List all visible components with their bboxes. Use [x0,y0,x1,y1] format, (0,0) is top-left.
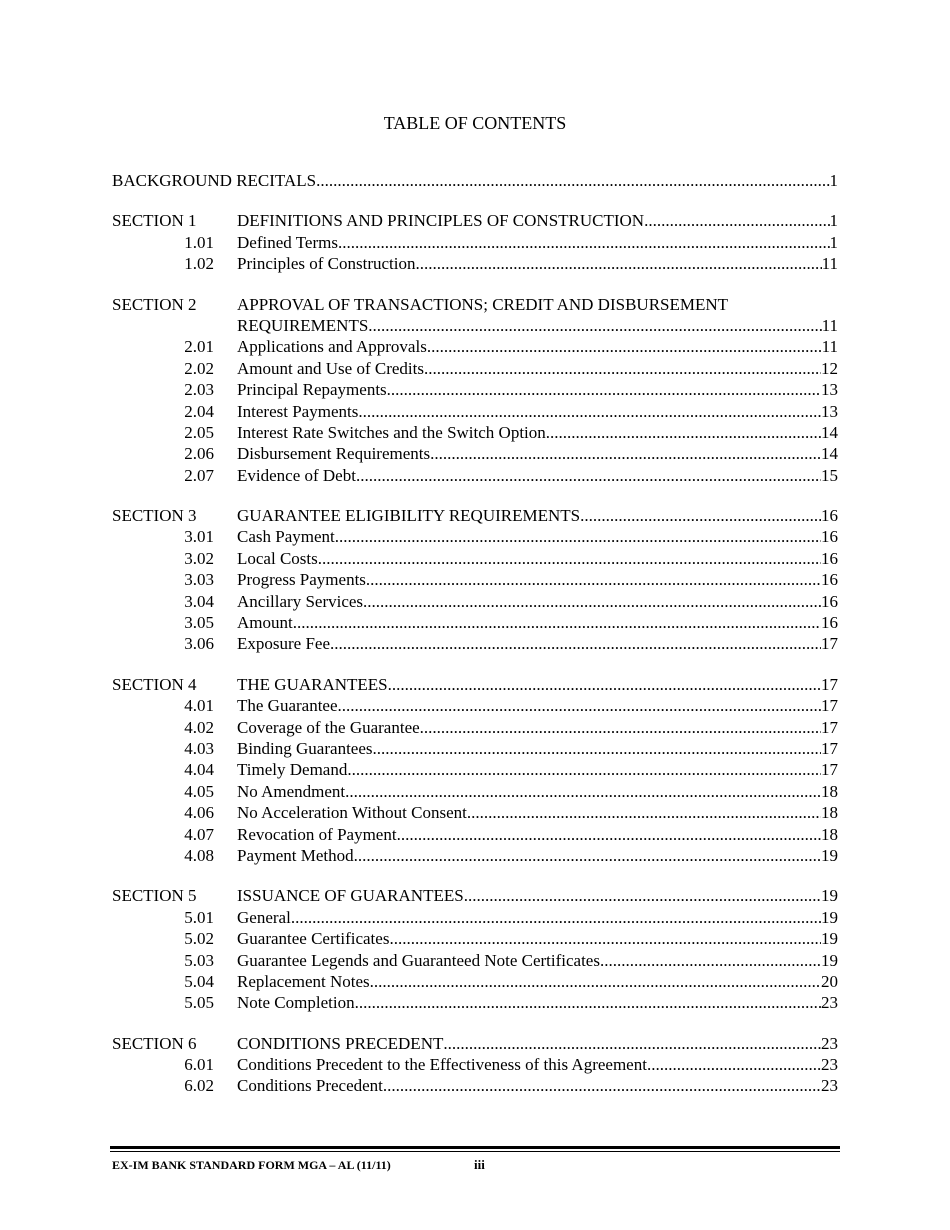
toc-entry-label: The Guarantee [237,696,338,716]
dot-leader [467,802,821,823]
entry-text-wrap [237,548,838,569]
entry-number-cell [112,612,237,633]
entry-number-cell [112,928,237,949]
dot-leader [370,971,821,992]
toc-section-3[interactable] [112,505,838,526]
dot-leader [443,1033,821,1054]
section-title-wrap [237,1033,838,1054]
toc-entry-label: Defined Terms [237,232,338,252]
dot-leader [335,526,821,547]
dot-leader [338,232,830,253]
section-heading: SECTION 6 [112,1033,197,1053]
footer-form-label: EX-IM BANK STANDARD FORM MGA – AL (11/11) [112,1158,391,1172]
table-of-contents [112,170,838,1097]
entry-number: 2.02 [184,358,214,378]
entry-text-wrap [237,591,838,612]
toc-entry-label: Coverage of the Guarantee [237,717,420,737]
dot-leader [420,717,821,738]
entry-number: 2.05 [184,422,214,442]
toc-page-number: 1 [829,211,838,231]
dot-leader [330,633,821,654]
entry-number: 4.05 [184,781,214,801]
entry-text-wrap [237,992,838,1013]
toc-page-number: 16 [821,548,838,568]
toc-page-number: 17 [821,634,838,654]
entry-text-wrap [237,824,838,845]
toc-entry-label: Conditions Precedent [237,1076,383,1096]
toc-entry[interactable] [112,253,838,274]
toc-entry[interactable] [112,526,838,547]
toc-entry-label: Replacement Notes [237,971,370,991]
entry-text-wrap [237,612,838,633]
toc-entry[interactable] [112,907,838,928]
entry-number: 2.04 [184,401,214,421]
toc-entry-label: Conditions Precedent to the Effectiveness of this Agreement [237,1055,647,1075]
section-heading: SECTION 2 [112,294,197,314]
section-title-wrap [237,315,838,336]
toc-page-number: 16 [821,591,838,611]
section-title-wrap [237,294,838,315]
entry-number: 4.04 [184,760,214,780]
dot-leader [427,336,822,357]
toc-entry-label: Revocation of Payment [237,824,397,844]
toc-entry-label: General [237,907,291,927]
toc-section-1[interactable] [112,210,838,231]
toc-entry-label: Amount and Use of Credits [237,358,424,378]
toc-entry[interactable] [112,633,838,654]
toc-page-number: 11 [821,254,838,274]
entry-text-wrap [237,232,838,253]
dot-leader [356,465,821,486]
dot-leader [464,885,821,906]
dot-leader [368,315,821,336]
entry-text-wrap [237,845,838,866]
toc-page-number: 17 [821,760,838,780]
toc-entry[interactable] [112,548,838,569]
toc-entry[interactable] [112,465,838,486]
toc-entry-label: Principles of Construction [237,254,416,274]
toc-page-number: 1 [829,232,838,252]
toc-page-number: 20 [821,971,838,991]
toc-entry[interactable] [112,845,838,866]
dot-leader [316,170,829,191]
toc-entry-label: Interest Payments [237,401,359,421]
toc-entry[interactable] [112,336,838,357]
toc-page-number: 12 [821,358,838,378]
entry-number: 5.01 [184,907,214,927]
toc-entry-label: Progress Payments [237,570,366,590]
toc-page-number: 19 [821,929,838,949]
entry-text-wrap [237,781,838,802]
entry-text-wrap [237,759,838,780]
toc-page-number: 17 [821,717,838,737]
entry-number-cell [112,232,237,253]
toc-page-number: 11 [821,315,838,335]
toc-section-5[interactable] [112,885,838,906]
dot-leader [345,781,821,802]
entry-number: 3.02 [184,548,214,568]
section-title: GUARANTEE ELIGIBILITY REQUIREMENTS [237,506,581,526]
toc-entry-label: Cash Payment [237,527,335,547]
entry-number-cell [112,336,237,357]
entry-text-wrap [237,465,838,486]
entry-number: 5.02 [184,929,214,949]
entry-number: 5.03 [184,950,214,970]
entry-text-wrap [237,401,838,422]
section-title: REQUIREMENTS [237,315,369,335]
entry-text-wrap [237,928,838,949]
entry-number-cell [112,358,237,379]
toc-entry-label: Applications and Approvals [237,337,427,357]
entry-number: 1.01 [184,232,214,252]
toc-entry[interactable] [112,612,838,633]
section-title: THE GUARANTEES [237,674,388,694]
entry-number: 4.02 [184,717,214,737]
toc-page-number: 17 [821,738,838,758]
entry-number-cell [112,907,237,928]
dot-leader [546,422,821,443]
toc-page-number: 14 [821,422,838,442]
entry-text-wrap [237,633,838,654]
toc-entry-label: Payment Method [237,845,354,865]
toc-section-4[interactable] [112,674,838,695]
section-title-wrap [237,210,838,231]
section-heading: SECTION 5 [112,886,197,906]
footer-rule [110,1146,840,1152]
section-title-wrap [237,674,838,695]
dot-leader [366,569,821,590]
section-title-wrap [237,505,838,526]
dot-leader [373,738,822,759]
dot-leader [347,759,821,780]
entry-number: 6.02 [184,1076,214,1096]
entry-number-cell [112,422,237,443]
toc-entry-background[interactable] [112,170,838,191]
entry-text-wrap [237,695,838,716]
toc-entry[interactable] [112,591,838,612]
toc-page-number: 14 [821,444,838,464]
entry-text-wrap [237,336,838,357]
toc-entry[interactable] [112,695,838,716]
toc-entry[interactable] [112,824,838,845]
entry-number: 4.06 [184,803,214,823]
section-spacer [112,191,838,210]
toc-entry[interactable] [112,232,838,253]
entry-number: 4.01 [184,696,214,716]
toc-page-number: 23 [821,993,838,1013]
entry-number-cell [112,591,237,612]
toc-entry[interactable] [112,759,838,780]
toc-entry[interactable] [112,1054,838,1075]
toc-entry[interactable] [112,379,838,400]
toc-page-number: 19 [821,907,838,927]
dot-leader [338,695,821,716]
toc-entry-label: Ancillary Services [237,591,364,611]
section-title: CONDITIONS PRECEDENT [237,1033,444,1053]
entry-text-wrap [237,1075,838,1096]
toc-entry-label: BACKGROUND RECITALS [112,171,317,190]
entry-number: 6.01 [184,1055,214,1075]
dot-leader [354,845,821,866]
entry-number-cell [112,526,237,547]
entry-text-wrap [237,358,838,379]
entry-number-cell [112,759,237,780]
section-spacer [112,275,838,294]
section-heading: SECTION 3 [112,506,197,526]
entry-number: 3.06 [184,634,214,654]
page-title: TABLE OF CONTENTS [383,113,567,133]
entry-number-cell [112,465,237,486]
dot-leader [383,1075,821,1096]
entry-text-wrap [237,907,838,928]
toc-entry[interactable] [112,401,838,422]
entry-number: 4.03 [184,738,214,758]
entry-text-wrap [237,526,838,547]
toc-page-number: 19 [821,950,838,970]
entry-text-wrap [237,379,838,400]
toc-entry[interactable] [112,738,838,759]
entry-number-cell [112,633,237,654]
section-spacer [112,486,838,505]
entry-number-cell [112,443,237,464]
entry-number: 2.03 [184,380,214,400]
section-title: ISSUANCE OF GUARANTEES [237,886,464,906]
toc-page-number: 16 [821,506,838,526]
toc-page-number: 16 [821,570,838,590]
entry-number: 5.05 [184,993,214,1013]
toc-entry-label: Timely Demand [237,760,348,780]
dot-leader [415,253,821,274]
entry-number-cell [112,992,237,1013]
dot-leader [387,379,821,400]
entry-number: 2.07 [184,465,214,485]
toc-section-2[interactable] [112,294,838,315]
entry-text-wrap [237,950,838,971]
entry-number: 4.07 [184,824,214,844]
toc-entry-label: Guarantee Certificates [237,929,390,949]
toc-page-number: 18 [821,824,838,844]
toc-page-number: 23 [821,1055,838,1075]
toc-entry[interactable] [112,781,838,802]
dot-leader [293,612,821,633]
toc-entry-label: Guarantee Legends and Guaranteed Note Certificates [237,950,600,970]
dot-leader [389,928,821,949]
toc-entry-label: Evidence of Debt [237,465,356,485]
section-title-wrap [237,885,838,906]
dot-leader [358,401,821,422]
entry-text-wrap [237,717,838,738]
entry-text-wrap [237,422,838,443]
dot-leader [291,907,821,928]
toc-page-number: 15 [821,465,838,485]
entry-number: 3.05 [184,613,214,633]
dot-leader [397,824,821,845]
entry-text-wrap [237,569,838,590]
toc-entry[interactable] [112,802,838,823]
dot-leader [600,950,821,971]
entry-number-cell [112,845,237,866]
section-spacer [112,1014,838,1033]
toc-entry[interactable] [112,992,838,1013]
toc-entry[interactable] [112,950,838,971]
entry-number-cell [112,717,237,738]
toc-page-number: 17 [821,696,838,716]
toc-entry[interactable] [112,717,838,738]
toc-page-number: 17 [821,674,838,694]
toc-page-number: 19 [821,845,838,865]
toc-entry[interactable] [112,971,838,992]
section-spacer [112,655,838,674]
entry-number: 4.08 [184,845,214,865]
toc-entry-label: Amount [237,613,293,633]
toc-entry-label: No Amendment [237,781,346,801]
toc-page-number: 18 [821,781,838,801]
toc-page-number: 13 [821,380,838,400]
entry-number: 2.06 [184,444,214,464]
entry-number: 2.01 [184,337,214,357]
entry-number-cell [112,781,237,802]
toc-entry-label: Local Costs [237,548,318,568]
toc-entry-label: Disbursement Requirements [237,444,431,464]
entry-text-wrap [237,971,838,992]
entry-number-cell [112,824,237,845]
entry-number: 3.03 [184,570,214,590]
toc-entry-label: Exposure Fee [237,634,331,654]
entry-text-wrap [237,443,838,464]
dot-leader [388,674,821,695]
toc-page-number: 18 [821,803,838,823]
toc-page-number: 23 [821,1076,838,1096]
toc-entry-label: Note Completion [237,993,355,1013]
dot-leader [424,358,821,379]
entry-number: 5.04 [184,971,214,991]
footer-page-number: iii [474,1157,485,1172]
entry-number-cell [112,738,237,759]
entry-number: 3.04 [184,591,214,611]
toc-entry-label: Principal Repayments [237,380,387,400]
toc-section-6[interactable] [112,1033,838,1054]
toc-entry[interactable] [112,443,838,464]
entry-number: 3.01 [184,527,214,547]
entry-text-wrap [237,802,838,823]
section-spacer [112,866,838,885]
entry-number-cell [112,548,237,569]
toc-entry-label: No Acceleration Without Consent [237,803,467,823]
dot-leader [363,591,821,612]
entry-text-wrap [237,253,838,274]
toc-entry-label: Binding Guarantees [237,738,373,758]
entry-number-cell [112,802,237,823]
entry-number-cell [112,695,237,716]
entry-number-cell [112,950,237,971]
toc-entry[interactable] [112,1075,838,1096]
toc-entry[interactable] [112,422,838,443]
entry-text-wrap [237,1054,838,1075]
dot-leader [430,443,821,464]
section-title: APPROVAL OF TRANSACTIONS; CREDIT AND DISBURSEMENT [237,294,729,314]
toc-entry[interactable] [112,569,838,590]
entry-number-cell [112,1054,237,1075]
toc-page-number: 13 [821,401,838,421]
dot-leader [355,992,821,1013]
dot-leader [647,1054,821,1075]
entry-number-cell [112,569,237,590]
section-heading: SECTION 4 [112,674,197,694]
toc-entry[interactable] [112,358,838,379]
dot-leader [644,210,829,231]
toc-page-number: 16 [821,527,838,547]
entry-number-cell [112,1075,237,1096]
dot-leader [318,548,821,569]
toc-page-number: 19 [821,886,838,906]
toc-page-number: 1 [829,171,838,190]
dot-leader [580,505,821,526]
entry-number-cell [112,401,237,422]
toc-entry-label: Interest Rate Switches and the Switch Option [237,422,546,442]
entry-number-cell [112,971,237,992]
toc-page-number: 11 [821,337,838,357]
toc-entry[interactable] [112,928,838,949]
toc-page-number: 23 [821,1033,838,1053]
section-heading: SECTION 1 [112,211,197,231]
section-title: DEFINITIONS AND PRINCIPLES OF CONSTRUCTION [237,211,645,231]
toc-page-number: 16 [821,613,838,633]
entry-number: 1.02 [184,254,214,274]
entry-number-cell [112,379,237,400]
entry-number-cell [112,253,237,274]
entry-text-wrap [237,738,838,759]
toc-section-2[interactable] [112,315,838,336]
